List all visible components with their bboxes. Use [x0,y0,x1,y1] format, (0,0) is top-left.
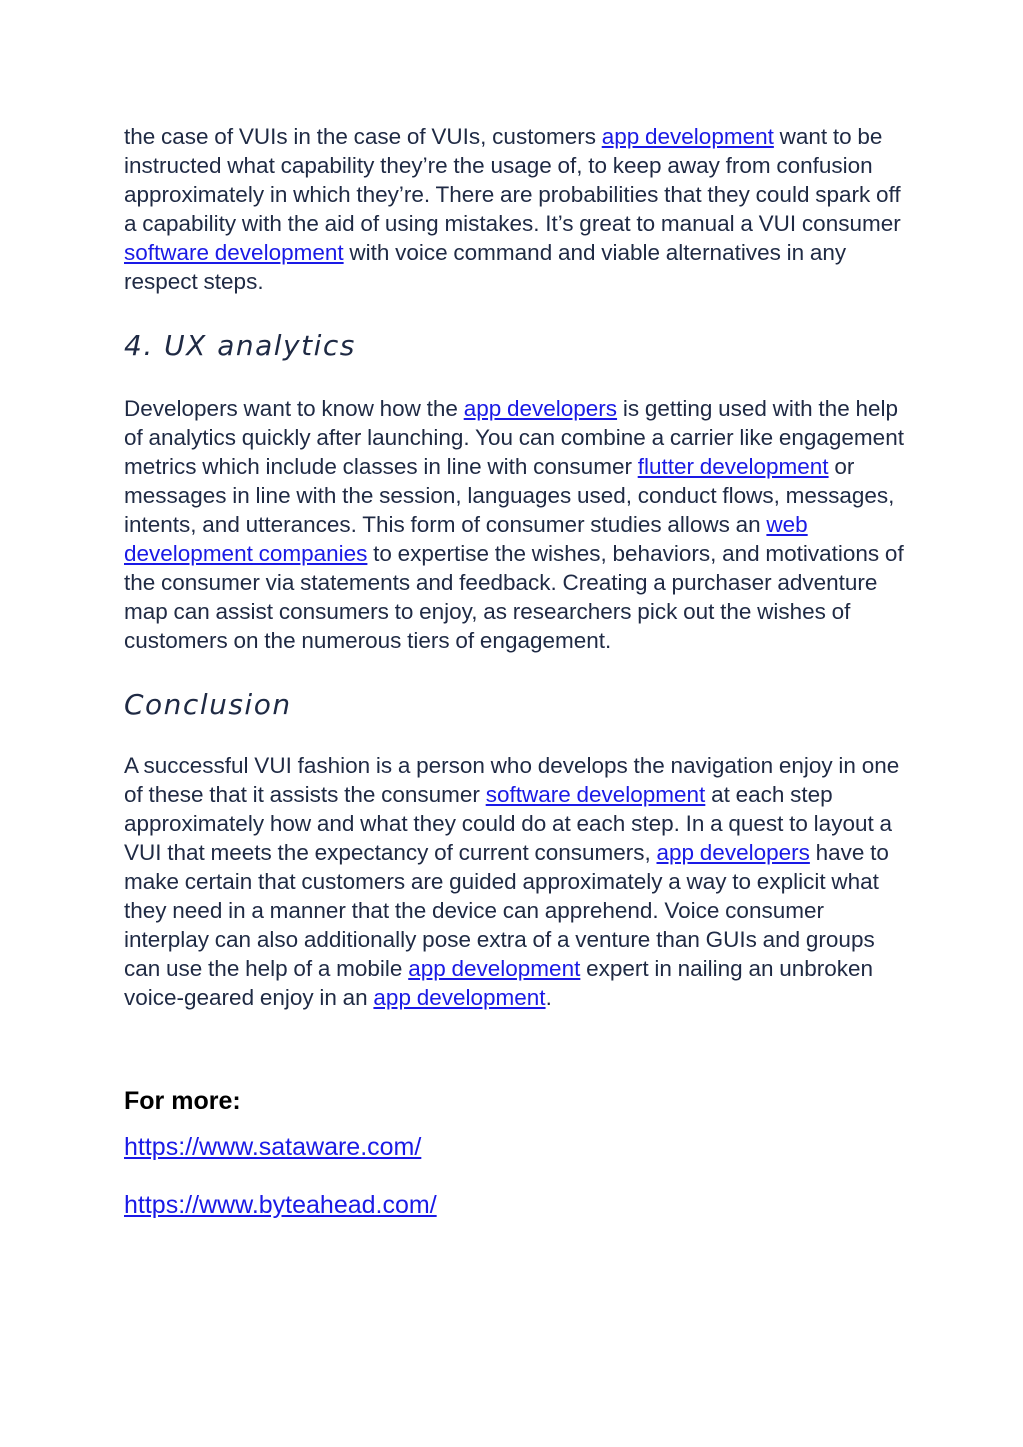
paragraph-conclusion [124,751,904,1012]
text-run: to expertise the wishes, behaviors, and motivations of the consumer via statements and feedback. Creating a purchaser adventure map can assist consumers to enjoy, as researchers pick out the wishes of customers on the numerous tiers of engagement. [124,541,904,653]
link-app-developers[interactable]: app developers [656,840,810,865]
link-byteahead-url[interactable]: https://www.byteahead.com/ [124,1191,437,1219]
link-app-development[interactable]: app development [601,124,774,149]
text-run: is getting used with the help of analytics quickly after launching. You can combine a carrier like engagement metrics which include classes in line with consumer [124,396,904,479]
link-app-development[interactable]: app development [408,956,581,981]
link-software-development[interactable]: software development [485,782,706,807]
text-run: . [545,985,552,1010]
link-app-developers[interactable]: app developers [463,396,618,421]
link-software-development[interactable]: software development [124,240,344,265]
text-run: the case of VUIs in the case of VUIs, customers [124,124,602,149]
heading-ux-analytics: 4. UX analytics [124,329,356,362]
heading-conclusion: Conclusion [124,688,292,721]
text-run: at each step approximately how and what they could do at each step. In a quest to layout a VUI that meets the expectancy of current consumers, [124,782,892,865]
text-run: want to be instructed what capability they’re the usage of, to keep away from confusion approximately in which they’re. There are probabilities that they could spark off a capability with the aid of using mistakes. It’s great to manual a VUI consumer [124,124,901,236]
link-sataware-url[interactable]: https://www.sataware.com/ [124,1133,422,1161]
text-run: with voice command and viable alternatives in any respect steps. [124,240,847,294]
link-web-development-companies[interactable]: web development companies [124,512,808,566]
for-more-label: For more: [124,1087,241,1115]
text-run: A successful VUI fashion is a person who develops the navigation enjoy in one of these that it assists the consumer [124,753,900,807]
text-run: have to make certain that customers are guided approximately a way to explicit what they need in a manner that the device can apprehend. Voice consumer interplay can also additionally pose extra of a venture than GUIs and groups can use the help of a mobile [124,840,889,981]
paragraph-vui-guidance [124,122,904,296]
link-app-development[interactable]: app development [373,985,546,1010]
link-flutter-development[interactable]: flutter development [637,454,829,479]
document-page [124,122,904,1222]
text-run: or messages in line with the session, languages used, conduct flows, messages, intents, and utterances. This form of consumer studies allows an [124,454,895,537]
paragraph-ux-analytics [124,394,904,655]
text-run: expert in nailing an unbroken voice-geared enjoy in an [124,956,874,1010]
text-run: Developers want to know how the [124,396,464,421]
